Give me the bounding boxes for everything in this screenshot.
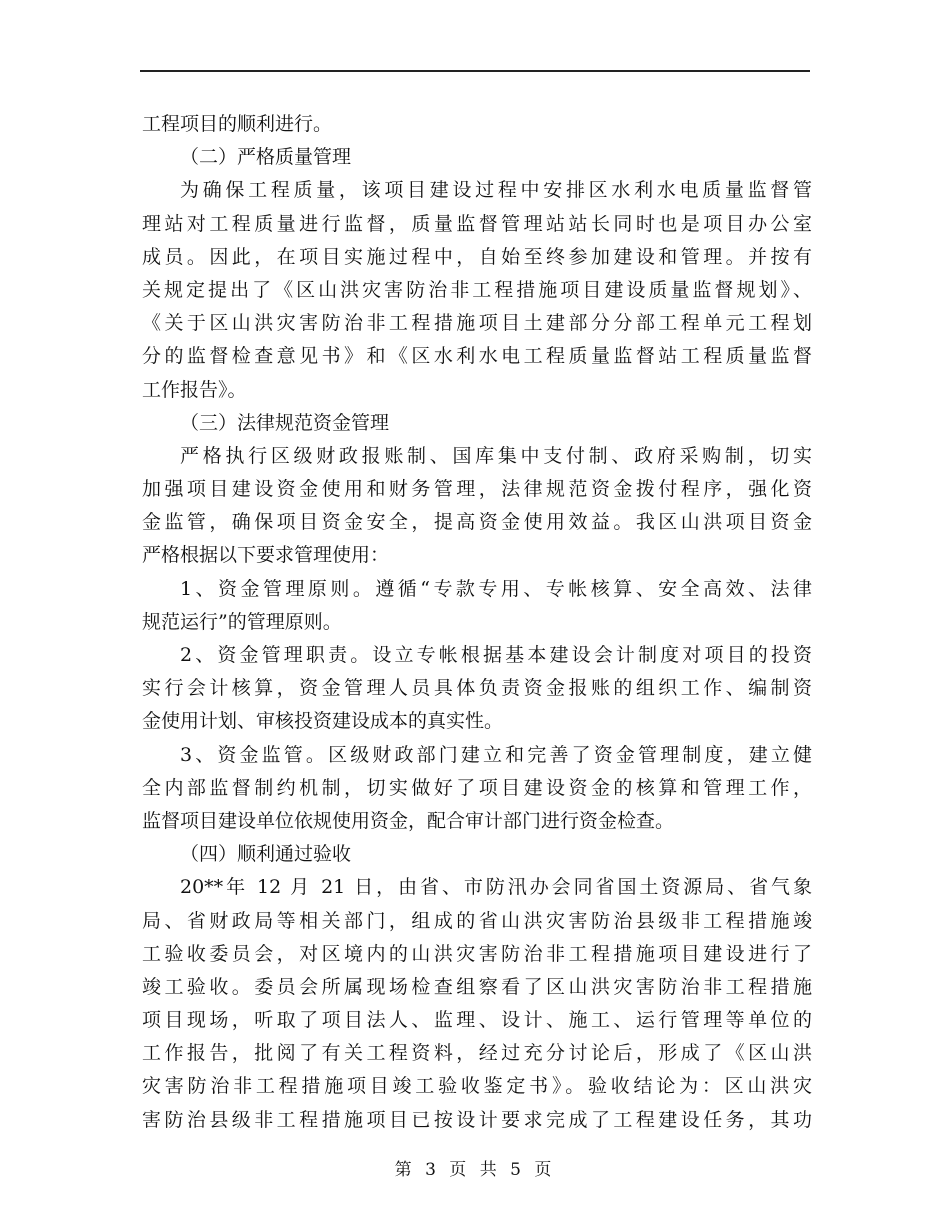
- text-line: 严格执行区级财政报账制、国库集中支付制、政府采购制，切实: [180, 444, 812, 467]
- text-line: 为确保工程质量，该项目建设过程中安排区水利水电质量监督管: [180, 179, 812, 202]
- text-line: 分的监督检查意见书》和《区水利水电工程质量监督站工程质量监督: [142, 345, 812, 368]
- section-heading: （三）法律规范资金管理: [180, 411, 390, 434]
- text-line: 竣工验收。委员会所属现场检查组察看了区山洪灾害防治非工程措施: [142, 975, 812, 998]
- text-line: 全内部监督制约机制，切实做好了项目建设资金的核算和管理工作，: [142, 776, 812, 799]
- text-line: 灾害防治非工程措施项目竣工验收鉴定书》。验收结论为：区山洪灾: [142, 1075, 812, 1098]
- text-line: 工作报告》。: [142, 378, 247, 401]
- text-line: 加强项目建设资金使用和财务管理，法律规范资金拨付程序，强化资: [142, 478, 812, 501]
- text-line: 局、省财政局等相关部门，组成的省山洪灾害防治县级非工程措施竣: [142, 909, 812, 932]
- text-line: 监督项目建设单位依规使用资金，配合审计部门进行资金检查。: [142, 809, 675, 832]
- text-line: 工程项目的顺利进行。: [142, 113, 333, 135]
- text-line: 20**年 12 月 21 日，由省、市防汛办会同省国土资源局、省气象: [180, 876, 812, 899]
- header-rule: [140, 70, 810, 72]
- text-line: 3、资金监管。区级财政部门建立和完善了资金管理制度，建立健: [180, 743, 812, 766]
- body-text: [142, 108, 812, 1137]
- section-heading: （四）顺利通过验收: [180, 843, 352, 866]
- text-line: 理站对工程质量进行监督，质量监督管理站站长同时也是项目办公室: [142, 212, 812, 235]
- section-heading: （二）严格质量管理: [180, 146, 352, 169]
- text-line: 金监管，确保项目资金安全，提高资金使用效益。我区山洪项目资金: [142, 511, 812, 534]
- text-line: 项目现场，听取了项目法人、监理、设计、施工、运行管理等单位的: [142, 1009, 812, 1032]
- text-line: 金使用计划、审核投资建设成本的真实性。: [142, 710, 504, 733]
- text-line: 规范运行”的管理原则。: [142, 610, 342, 633]
- page-number-footer: 第 3 页 共 5 页: [394, 1160, 556, 1180]
- text-line: 实行会计核算，资金管理人员具体负责资金报账的组织工作、编制资: [142, 677, 812, 700]
- text-line: 害防治县级非工程措施项目已按设计要求完成了工程建设任务，其功: [142, 1108, 812, 1131]
- text-line: 关规定提出了《区山洪灾害防治非工程措施项目建设质量监督规划》、: [142, 278, 812, 301]
- text-line: 2、资金管理职责。设立专帐根据基本建设会计制度对项目的投资: [180, 644, 812, 666]
- text-line: 1、资金管理原则。遵循“专款专用、专帐核算、安全高效、法律: [180, 577, 812, 600]
- text-line: 严格根据以下要求管理使用：: [142, 544, 390, 567]
- text-line: 工作报告，批阅了有关工程资料，经过充分讨论后，形成了《区山洪: [142, 1042, 812, 1065]
- text-line: 工验收委员会，对区境内的山洪灾害防治非工程措施项目建设进行了: [142, 942, 812, 965]
- text-line: 《关于区山洪灾害防治非工程措施项目土建部分分部工程单元工程划: [142, 312, 812, 335]
- text-line: 成员。因此，在项目实施过程中，自始至终参加建设和管理。并按有: [142, 245, 812, 268]
